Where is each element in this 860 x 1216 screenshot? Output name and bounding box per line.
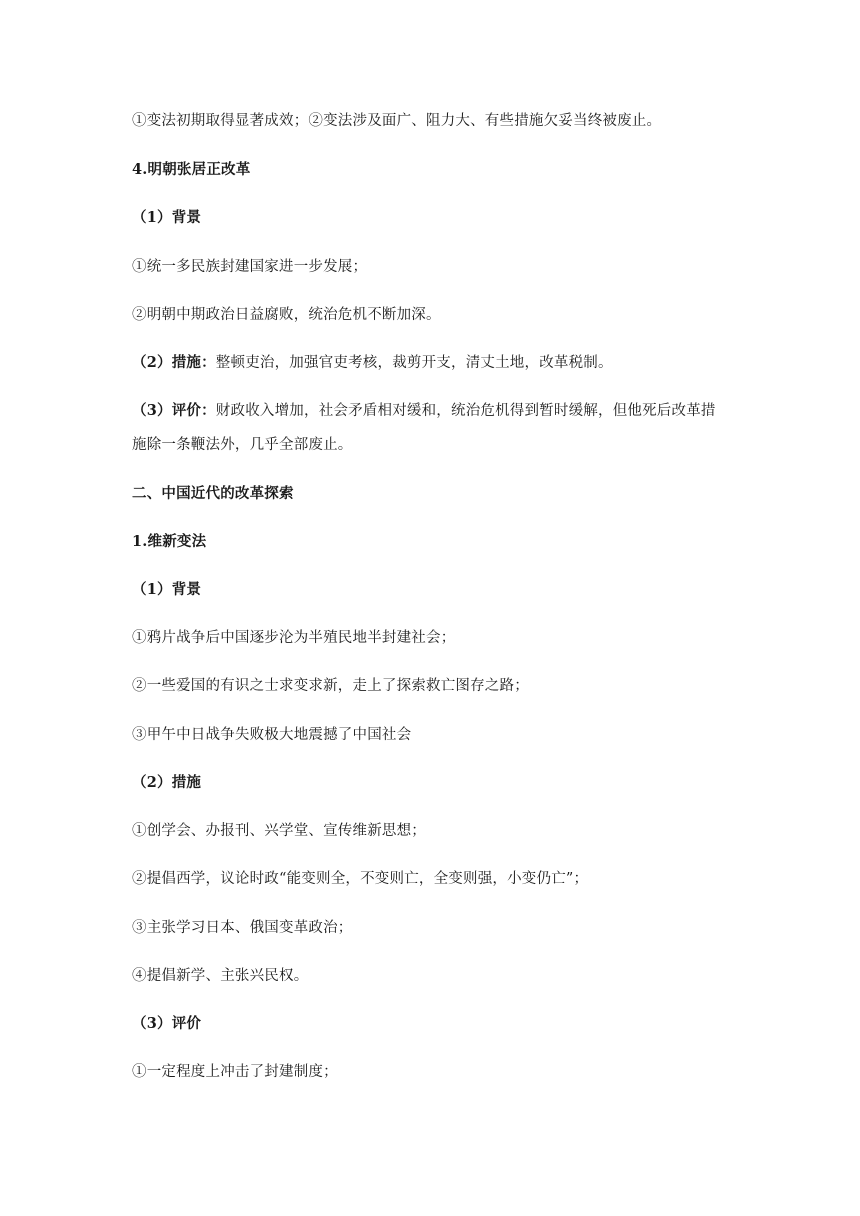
paragraph-reform-measure-1: ①创学会、办报刊、兴学堂、宣传维新思想； (132, 823, 426, 839)
paragraph-ming-evaluation (132, 401, 716, 421)
subheading-evaluation-reform: （3）评价 (132, 1015, 202, 1032)
paragraph-reform-evaluation-1: ①一定程度上冲击了封建制度； (132, 1064, 338, 1080)
heading-zhang-juzheng-reform: 4.明朝张居正改革 (132, 161, 251, 178)
evaluation-text: 财政收入增加，社会矛盾相对缓和，统治危机得到暂时缓解，但他死后改革措 (215, 403, 716, 419)
paragraph-reform-results: ①变法初期取得显著成效；②变法涉及面广、阻力大、有些措施欠妥当终被废止。 (132, 113, 662, 129)
paragraph-reform-background-1: ①鸦片战争后中国逐步沦为半殖民地半封建社会； (132, 630, 456, 646)
subheading-measures-label: （2）措施： (132, 354, 216, 371)
subheading-background-ming: （1）背景 (132, 209, 202, 226)
paragraph-ming-evaluation-cont: 施除一条鞭法外，几乎全部废止。 (132, 437, 353, 453)
subheading-measures-reform: （2）措施 (132, 774, 202, 791)
heading-modern-reform: 二、中国近代的改革探索 (132, 485, 294, 502)
paragraph-reform-measure-3: ③主张学习日本、俄国变革政治； (132, 920, 353, 936)
paragraph-ming-background-2: ②明朝中期政治日益腐败，统治危机不断加深。 (132, 307, 441, 323)
document-page (132, 0, 732, 1216)
paragraph-reform-background-3: ③甲午中日战争失败极大地震撼了中国社会 (132, 727, 412, 743)
paragraph-reform-measure-4: ④提倡新学、主张兴民权。 (132, 968, 309, 984)
subheading-evaluation-label: （3）评价： (132, 402, 216, 419)
heading-reform-movement: 1.维新变法 (132, 533, 207, 550)
paragraph-ming-measures (132, 353, 613, 373)
measures-text: 整顿吏治，加强官吏考核，裁剪开支，清丈土地，改革税制。 (215, 355, 613, 371)
paragraph-reform-measure-2: ②提倡西学，议论时政“能变则全，不变则亡，全变则强，小变仍亡”； (132, 871, 589, 887)
subheading-background-reform: （1）背景 (132, 581, 202, 598)
paragraph-ming-background-1: ①统一多民族封建国家进一步发展； (132, 259, 368, 275)
paragraph-reform-background-2: ②一些爱国的有识之士求变求新，走上了探索救亡图存之路； (132, 678, 529, 694)
